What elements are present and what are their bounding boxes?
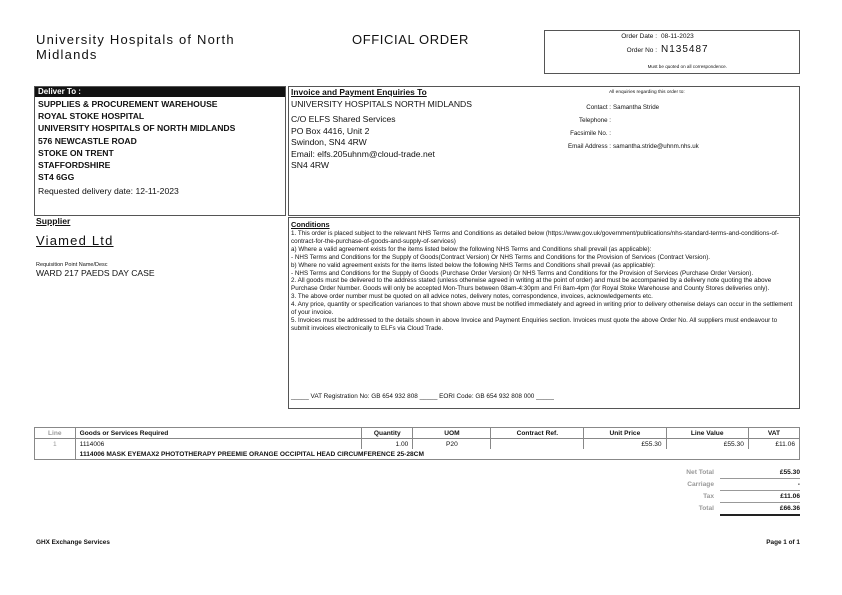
condition-paragraph: 5. Invoices must be addressed to the details shown in above Invoice and Payment Enquiries section. Invoices must quote the above Order No. All suppliers must endeavour to submit invoices electronically to ELFs via Cloud Trade. <box>291 316 778 332</box>
cell-line: 1 <box>35 439 76 450</box>
net-total-row <box>636 467 800 479</box>
col-goods: Goods or Services Required <box>75 428 362 439</box>
contact-key: Contact : <box>586 104 611 111</box>
col-vat: VAT <box>748 428 799 439</box>
table-row-description <box>35 449 800 460</box>
contact-value: Samantha Stride <box>613 104 660 111</box>
condition-paragraph: - NHS Terms and Conditions for the Supply of Goods(Contract Version) Or NHS Terms and Conditions for the Provision of Services (Contract Version). <box>291 253 711 261</box>
total-row <box>636 503 800 516</box>
table-header-row <box>35 428 800 439</box>
conditions-text <box>291 230 797 333</box>
cell-unit-price: £55.30 <box>584 439 666 450</box>
organisation-name <box>36 32 276 62</box>
enquiry-contacts <box>547 101 699 153</box>
supplier-section <box>36 216 70 226</box>
condition-paragraph: - NHS Terms and Conditions for the Supply of Goods (Purchase Order Version) Or NHS Terms and Conditions for the Provision of Services (Purchase Order Version). <box>291 269 754 277</box>
order-info-box <box>544 30 800 74</box>
order-number-value: N135487 <box>661 44 709 55</box>
condition-paragraph: 3. The above order number must be quoted on all advice notes, delivery notes, correspondence, invoices, acknowledgements etc. <box>291 293 653 301</box>
col-line: Line <box>35 428 76 439</box>
invoice-enquiries-box <box>288 86 800 216</box>
tax-label: Tax <box>703 493 714 500</box>
col-quantity: Quantity <box>362 428 413 439</box>
deliver-to-heading: Deliver To : <box>35 87 285 97</box>
total-value: £66.36 <box>720 503 800 516</box>
condition-paragraph: a) Where a valid agreement exists for the items listed below the following NHS Terms and Conditions shall prevail (as applicable): <box>291 245 652 253</box>
deliver-address <box>35 97 285 184</box>
requested-delivery-date: Requested delivery date: 12-11-2023 <box>38 186 179 197</box>
deliver-to-box <box>34 86 286 216</box>
email-row <box>547 140 699 153</box>
telephone-value <box>611 114 613 127</box>
footer-provider: GHX Exchange Services <box>36 539 110 546</box>
tax-value: £11.06 <box>720 491 800 503</box>
deliver-address-line: 576 NEWCASTLE ROAD <box>38 135 137 146</box>
requisition-point-value: WARD 217 PAEDS DAY CASE <box>36 268 155 278</box>
cell-quantity: 1.00 <box>362 439 413 450</box>
invoice-address-line: Email: elfs.205uhnm@cloud-trade.net <box>291 148 435 159</box>
order-number-label: Order No : <box>626 47 657 54</box>
email-value[interactable]: samantha.stride@uhnm.nhs.uk <box>613 143 699 150</box>
condition-paragraph: 4. Any price, quantity or specification variances to that shown above must be notified immediately and agreed in writing prior to delivery otherwise delays can occur in the settlement of your invoice. <box>291 301 793 317</box>
vat-registration-line: _____ VAT Registration No: GB 654 932 808 _____ EORI Code: GB 654 932 808 000 _____ <box>291 393 554 400</box>
invoice-address-line: SN4 4RW <box>291 160 330 171</box>
invoice-address <box>291 99 472 171</box>
cell-description: 1114006 MASK EYEMAX2 PHOTOTHERAPY PREEMIE ORANGE OCCIPITAL HEAD CIRCUMFERENCE 25-28CM <box>75 449 799 460</box>
document-title: OFFICIAL ORDER <box>352 32 469 47</box>
invoice-address-line: UNIVERSITY HOSPITALS NORTH MIDLANDS <box>291 99 472 109</box>
condition-paragraph: b) Where no valid agreement exists for the items listed below the following NHS Terms and Conditions shall prevail (as applicable): <box>291 261 655 269</box>
organisation-name-line1: University Hospitals of North <box>36 32 235 47</box>
cell-uom: P20 <box>413 439 491 450</box>
carriage-label: Carriage <box>687 481 714 488</box>
net-total-label: Net Total <box>686 469 714 476</box>
deliver-address-line: SUPPLIES & PROCUREMENT WAREHOUSE <box>38 99 218 109</box>
carriage-row <box>636 479 800 491</box>
enquiries-label: All enquiries regarding this order to: <box>609 90 685 95</box>
col-uom: UOM <box>413 428 491 439</box>
table-row <box>35 439 800 450</box>
condition-paragraph: 1. This order is placed subject to the relevant NHS Terms and Conditions as detailed below (https://www.gov.uk/government/publications/nhs-standard-terms-and-conditions-of-contract-for-the-purchase-of-goods-and-supply-of-services) <box>291 230 779 245</box>
invoice-address-line: Swindon, SN4 4RW <box>291 137 367 148</box>
invoice-address-line: PO Box 4416, Unit 2 <box>291 125 370 136</box>
deliver-address-line: STOKE ON TRENT <box>38 147 114 158</box>
facsimile-row <box>547 127 699 140</box>
col-line-value: Line Value <box>666 428 748 439</box>
email-key: Email Address : <box>568 143 611 150</box>
order-number-note: Must be quoted on all correspondence. <box>647 64 727 69</box>
cell-contract-ref <box>491 439 584 450</box>
supplier-label: Supplier <box>36 216 71 226</box>
deliver-address-line: UNIVERSITY HOSPITALS OF NORTH MIDLANDS <box>38 123 236 134</box>
col-unit-price: Unit Price <box>584 428 666 439</box>
supplier-name: Viamed Ltd <box>36 233 114 248</box>
tax-row <box>636 491 800 503</box>
condition-paragraph: 2. All goods must be delivered to the address stated (unless otherwise agreed in writing at the point of order) and must be accompanied by a delivery note quoting the above Purchase Order Number. Goods will only be accepted Mon-Thurs between 08am-4:30pm and Fri 8am-4pm (for Royal Stoke Warehouse and County Stores deliveries only). <box>291 277 772 293</box>
facsimile-value <box>611 127 613 140</box>
deliver-address-line: ST4 6GG <box>38 172 75 183</box>
telephone-row <box>547 114 699 127</box>
cell-line-value: £55.30 <box>666 439 748 450</box>
conditions-box <box>288 217 800 409</box>
contact-row <box>547 101 699 114</box>
footer-page-number: Page 1 of 1 <box>766 539 800 546</box>
telephone-key: Telephone : <box>579 117 611 124</box>
cell-vat: £11.06 <box>748 439 799 450</box>
order-items-table <box>34 427 800 460</box>
conditions-title: Conditions <box>291 220 330 229</box>
cell-empty <box>35 449 76 460</box>
order-date-label: Order Date : <box>621 33 657 40</box>
deliver-address-line: STAFFORDSHIRE <box>38 160 111 171</box>
order-date-value: 08-11-2023 <box>661 33 694 40</box>
requisition-point-label: Requisition Point Name/Desc <box>36 262 108 268</box>
facsimile-key: Facsimile No. : <box>570 130 611 137</box>
carriage-value: - <box>720 479 800 491</box>
invoice-address-line: C/O ELFS Shared Services <box>291 114 396 125</box>
invoice-heading: Invoice and Payment Enquiries To <box>291 87 427 97</box>
net-total-value: £55.30 <box>720 467 800 479</box>
total-label: Total <box>698 505 714 512</box>
deliver-address-line: ROYAL STOKE HOSPITAL <box>38 111 145 122</box>
totals-block <box>636 467 800 516</box>
cell-code: 1114006 <box>75 439 362 450</box>
col-contract-ref: Contract Ref. <box>491 428 584 439</box>
organisation-name-line2: Midlands <box>36 47 98 62</box>
